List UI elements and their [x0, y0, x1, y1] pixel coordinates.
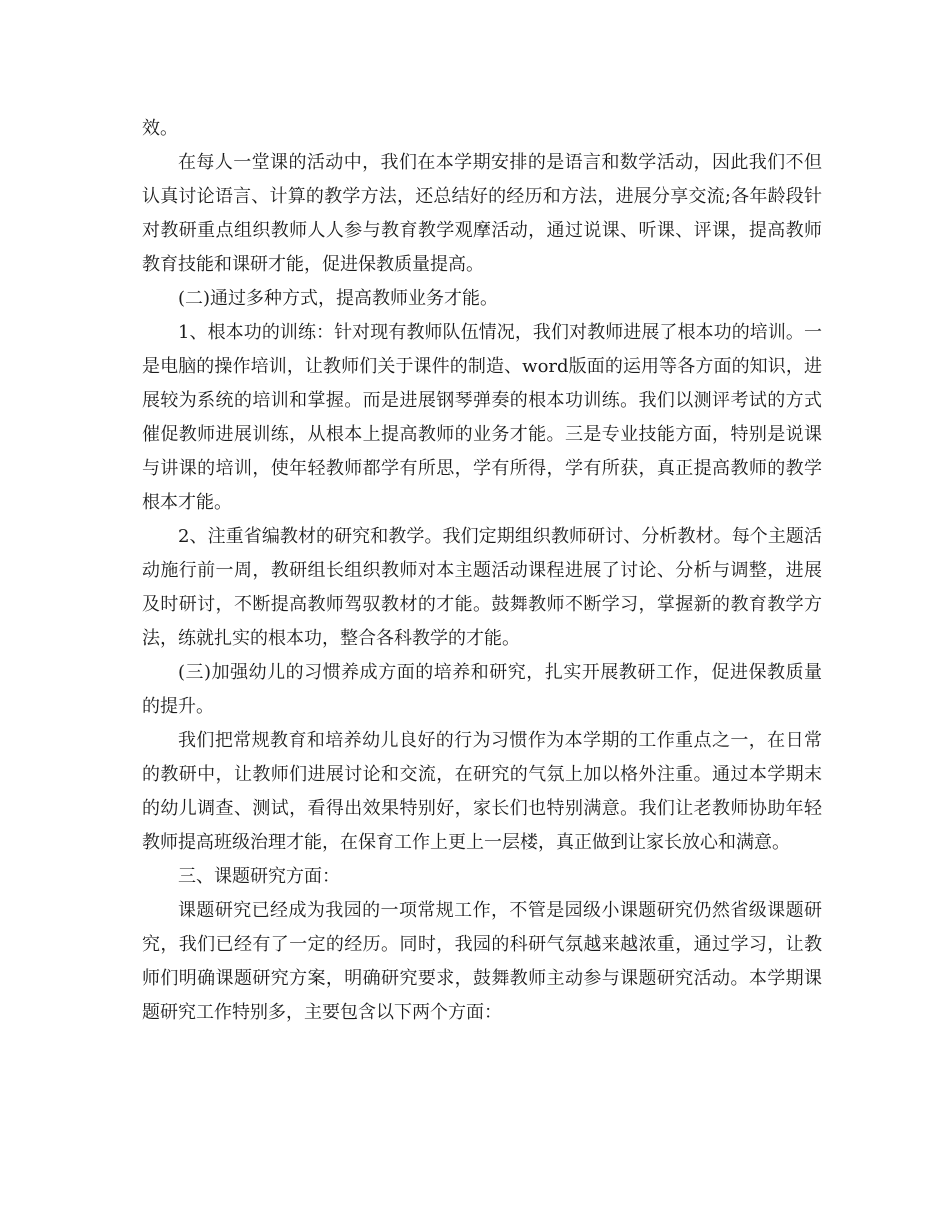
- paragraph-textbook-research: 2、注重省编教材的研究和教学。我们定期组织教师研讨、分析教材。每个主题活动施行前一周，教研组长组织教师对本主题活动课程进展了讨论、分析与调整，进展及时研讨，不断提高教师驾驭教材的才能。鼓舞教师不断学习，掌握新的教育教学方法，练就扎实的根本功，整合各科教学的才能。: [142, 526, 822, 649]
- section-heading-3: (三)加强幼儿的习惯养成方面的培养和研究，扎实开展教研工作，促进保教质量的提升。: [142, 662, 822, 717]
- paragraph-continuation: 效。: [142, 118, 178, 139]
- document-body: [142, 112, 822, 1030]
- section-heading-research: 三、课题研究方面：: [178, 866, 340, 887]
- paragraph-research-work: 课题研究已经成为我园的一项常规工作，不管是园级小课题研究仍然省级课题研究，我们已经有了一定的经历。同时，我园的科研气氛越来越浓重，通过学习，让教师们明确课题研究方案，明确研究要求，鼓舞教师主动参与课题研究活动。本学期课题研究工作特别多，主要包含以下两个方面：: [142, 900, 822, 1023]
- paragraph-habit-education: 我们把常规教育和培养幼儿良好的行为习惯作为本学期的工作重点之一，在日常的教研中，让教师们进展讨论和交流，在研究的气氛上加以格外注重。通过本学期末的幼儿调查、测试，看得出效果特别好，家长们也特别满意。我们让老教师协助年轻教师提高班级治理才能，在保育工作上更上一层楼，真正做到让家长放心和满意。: [142, 730, 822, 853]
- section-heading-2: (二)通过多种方式，提高教师业务才能。: [178, 288, 499, 309]
- paragraph-lesson-activity: 在每人一堂课的活动中，我们在本学期安排的是语言和数学活动，因此我们不但认真讨论语言、计算的教学方法，还总结好的经历和方法，进展分享交流;各年龄段针对教研重点组织教师人人参与教育教学观摩活动，通过说课、听课、评课，提高教师教育技能和课研才能，促进保教质量提高。: [142, 152, 822, 275]
- paragraph-basic-skills: 1、根本功的训练：针对现有教师队伍情况，我们对教师进展了根本功的培训。一是电脑的操作培训，让教师们关于课件的制造、word版面的运用等各方面的知识，进展较为系统的培训和掌握。而是进展钢琴弹奏的根本功训练。我们以测评考试的方式催促教师进展训练，从根本上提高教师的业务才能。三是专业技能方面，特别是说课与讲课的培训，使年轻教师都学有所思，学有所得，学有所获，真正提高教师的教学根本才能。: [142, 322, 822, 513]
